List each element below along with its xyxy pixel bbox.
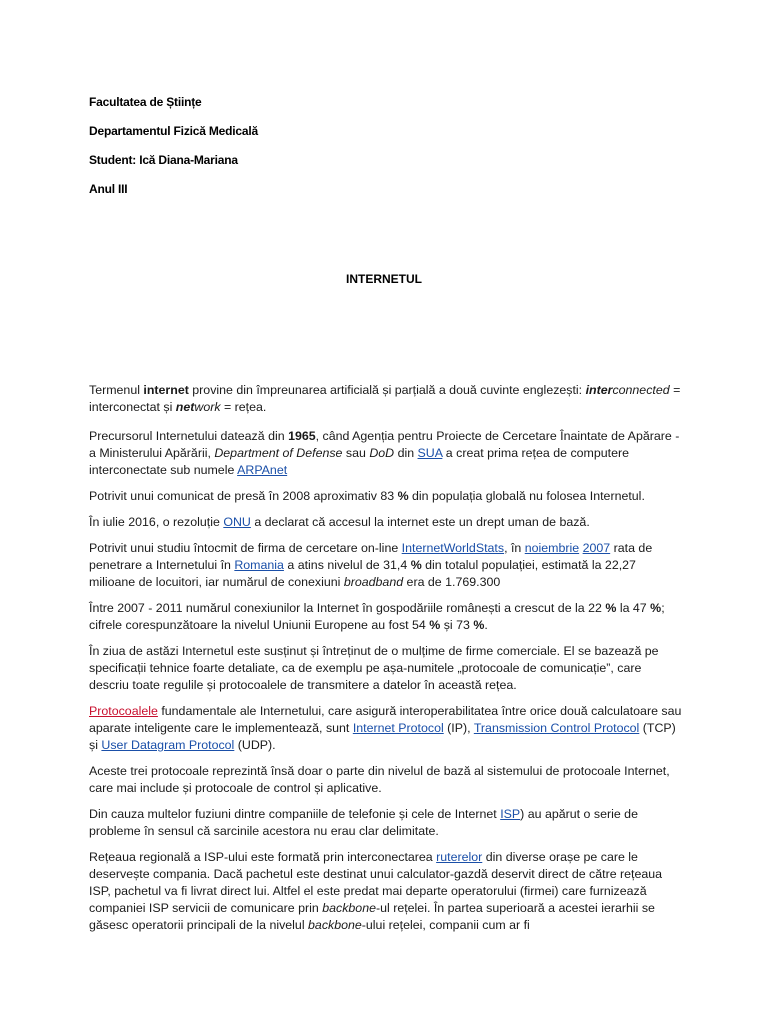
link-protocoalele[interactable]: Protocoalele (89, 704, 158, 718)
link-internetworldstats[interactable]: InternetWorldStats (401, 541, 505, 555)
document-body (89, 382, 684, 943)
paragraph-three-protocols: Aceste trei protocoale reprezintă însă doar o parte din nivelul de bază al sistemului de protocoale Internet, care mai include și protocoale de control și aplicative. (89, 764, 670, 795)
link-udp[interactable]: User Datagram Protocol (101, 738, 235, 752)
link-onu[interactable]: ONU (223, 515, 251, 529)
student-line: Student: Ică Diana-Mariana (89, 153, 238, 167)
year-line: Anul III (89, 182, 128, 196)
paragraph-internetworldstats: Potrivit unui studiu întocmit de firma de cercetare on-line InternetWorldStats, în noiembrie 2007 rata de penetrare a Internetului în Romania a atins nivelul de 31,4 % din totalul populației, estimată la 22,27 milioane de locuitori, iar numărul de conexiuni broadband era de 1.769.300 (89, 541, 653, 589)
paragraph-term-origin: Termenul internet provine din împreunarea artificială și parțială a două cuvinte englezești: interconnected = interconectat și network = rețea. (89, 383, 681, 414)
link-noiembrie[interactable]: noiembrie (524, 541, 580, 555)
paragraph-regional-network: Rețeaua regională a ISP-ului este formată prin interconectarea ruterelor din diverse orașe pe care le deservește compania. Dacă pachetul este destinat unui calculator-gazdă deservit direct de către rețeaua ISP, pachetul va fi livrat direct lui. Altfel el este predat mai departe operatorului (firmei) care furnizează companiei ISP servicii de comunicare prin backbone-ul rețelei. În partea superioară a acestei ierarhii se găsesc operatorii principali de la nivelul backbone-ului rețelei, companii cum ar fi (89, 850, 663, 932)
paragraph-precursor: Precursorul Internetului datează din 1965, când Agenția pentru Proiecte de Cercetare Înaintate de Apărare - a Ministerului Apărării, Department of Defense sau DoD din SUA a creat prima rețea de computere interconectate sub numele ARPAnet (89, 429, 680, 477)
link-arpanet[interactable]: ARPAnet (237, 463, 288, 477)
link-tcp[interactable]: Transmission Control Protocol (473, 721, 640, 735)
paragraph-connections-2007-2011: Între 2007 - 2011 numărul conexiunilor la Internet în gospodăriile românești a crescut de la 22 % la 47 %; cifrele corespunzătoare la nivelul Uniunii Europene au fost 54 % și 73 %. (89, 601, 665, 632)
link-ruterelor[interactable]: ruterelor (436, 850, 483, 864)
link-2007[interactable]: 2007 (582, 541, 611, 555)
link-internet-protocol[interactable]: Internet Protocol (352, 721, 444, 735)
department-line: Departamentul Fizică Medicală (89, 124, 258, 138)
paragraph-commercial-support: În ziua de astăzi Internetul este susținut și întreținut de o mulțime de firme comerciale. El se bazează pe specificații tehnice foarte detaliate, ca de exemplu pe așa-numitele „protocoale de comunicație”, care descriu toate regulile și protocoalele de transmitere a datelor în această rețea. (89, 644, 659, 692)
link-sua[interactable]: SUA (417, 446, 443, 460)
faculty-line: Facultatea de Științe (89, 95, 202, 109)
paragraph-fundamental-protocols: Protocoalele fundamentale ale Internetului, care asigură interoperabilitatea între orice două calculatoare sau aparate inteligente care le implementează, sunt Internet Protocol (IP), Transmission Control Protocol (TCP) și User Datagram Protocol (UDP). (89, 704, 682, 752)
document-title: INTERNETUL (346, 272, 422, 286)
link-romania[interactable]: Romania (234, 558, 284, 572)
paragraph-mergers: Din cauza multelor fuziuni dintre companiile de telefonie și cele de Internet ISP) au apărut o serie de probleme în sensul că sarcinile acestora nu erau clar delimitate. (89, 807, 638, 838)
paragraph-onu-2016: În iulie 2016, o rezoluție ONU a declarat că accesul la internet este un drept uman de bază. (89, 515, 590, 529)
link-isp[interactable]: ISP (500, 807, 521, 821)
paragraph-press-2008: Potrivit unui comunicat de presă în 2008 aproximativ 83 % din populația globală nu folosea Internetul. (89, 489, 645, 503)
